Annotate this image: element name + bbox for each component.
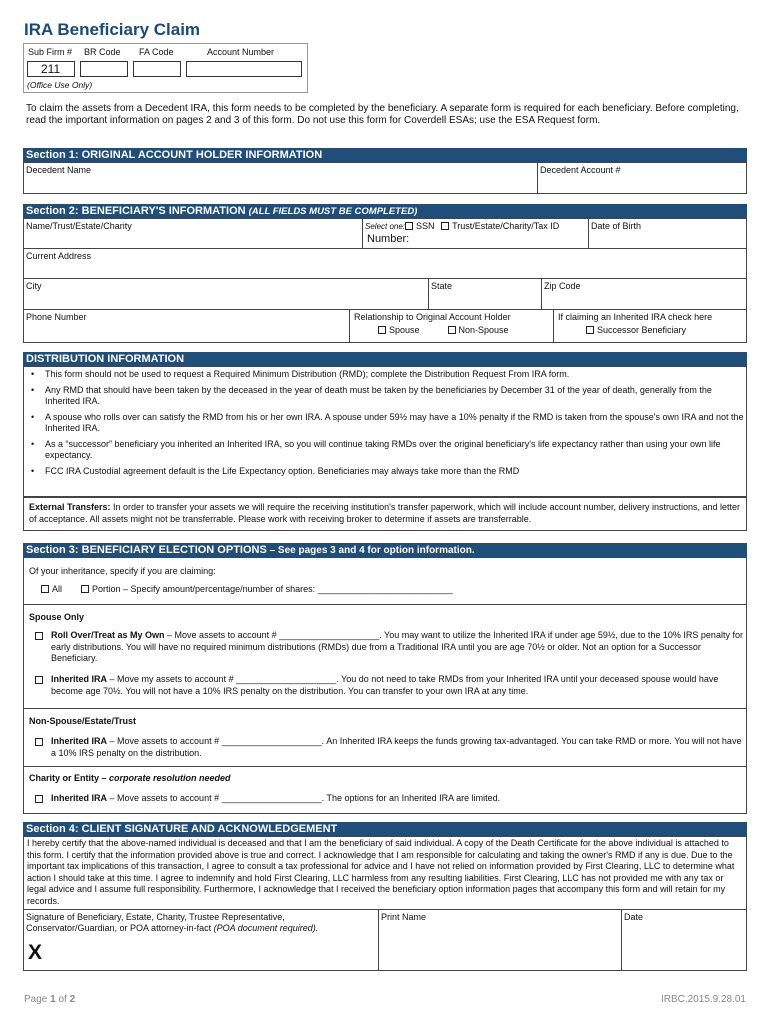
tax-id-field[interactable]	[362, 218, 589, 249]
zip-label: Zip Code	[544, 281, 581, 291]
inherited-nonspouse-checkbox[interactable]	[35, 738, 43, 746]
account-number-input[interactable]	[186, 61, 302, 77]
page-word: Page	[24, 994, 51, 1005]
inherited-spouse-option	[51, 674, 743, 697]
section2-title-note: (ALL FIELDS MUST BE COMPLETED)	[248, 206, 418, 217]
date-label: Date	[624, 912, 644, 922]
section2-title: Section 2: BENEFICIARY'S INFORMATION	[26, 205, 246, 217]
distribution-bullets	[23, 369, 747, 481]
external-transfers-text: In order to transfer your assets we will require the receiving institution's transfer paperwork, which will include account number, delivery instructions, and letter of acceptance. All assets might not be transferrable. Please work with receiving broker to determine if assets are transferrable.	[29, 502, 741, 524]
charity-note: – corporate resolution needed	[99, 773, 231, 783]
distribution-bullet: • FCC IRA Custodial agreement default is the Life Expectancy option. Beneficiaries may always take more than the RMD	[23, 466, 747, 478]
portion-checkbox[interactable]	[81, 585, 89, 593]
inherited-charity-text: – Move assets to account # ____________________. The options for an Inherited IRA are limited.	[107, 793, 501, 803]
sub-firm-label: Sub Firm #	[28, 47, 73, 57]
print-name-label: Print Name	[381, 912, 427, 922]
spouse-label: Spouse	[389, 325, 420, 335]
tax-id-checkbox[interactable]	[441, 222, 449, 230]
inherited-check-label: If claiming an Inherited IRA check here	[558, 312, 713, 322]
zip-field[interactable]	[541, 278, 747, 310]
all-checkbox[interactable]	[41, 585, 49, 593]
inherited-nonspouse-option	[51, 736, 746, 759]
date-field[interactable]	[621, 909, 747, 971]
inherited-spouse-checkbox[interactable]	[35, 676, 43, 684]
phone-field[interactable]	[23, 309, 350, 343]
of-inheritance-text: Of your inheritance, specify if you are claiming:	[29, 566, 216, 576]
city-field[interactable]	[23, 278, 429, 310]
section2-header	[23, 204, 747, 218]
sub-firm-input[interactable]: 211	[27, 61, 75, 77]
inherited-charity-option	[51, 793, 743, 805]
distribution-bullet: • As a “successor” beneficiary you inherited an Inherited IRA, so you will continue taking RMDs over the original beneficiary's life expectancy rather than using your own life expectancy.	[23, 439, 747, 462]
page-of: of	[55, 994, 70, 1005]
distribution-bullet: • This form should not be used to request a Required Minimum Distribution (RMD); complete the Distribution Request From IRA form.	[23, 369, 747, 381]
non-spouse-label: Non-Spouse	[458, 325, 509, 335]
br-code-input[interactable]	[80, 61, 128, 77]
dob-label: Date of Birth	[591, 221, 642, 231]
address-label: Current Address	[26, 251, 92, 261]
signature-label: Signature of Beneficiary, Estate, Charity, Trustee Representative, Conservator/Guardian, or POA attorney-in-fact	[26, 912, 285, 933]
city-label: City	[26, 281, 42, 291]
ssn-checkbox[interactable]	[405, 222, 413, 230]
page-indicator	[24, 994, 75, 1005]
inherited-check-field	[553, 309, 747, 343]
distribution-bullet: • Any RMD that should have been taken by the deceased in the year of death must be taken by the beneficiaries by December 31 of the year of death, generally from the Inherited IRA.	[23, 385, 747, 408]
rollover-option	[51, 630, 743, 665]
decedent-account-field[interactable]	[537, 162, 747, 194]
divider	[23, 708, 747, 709]
external-transfers-box	[23, 497, 747, 531]
non-spouse-checkbox[interactable]	[448, 326, 456, 334]
signature-x-mark: X	[28, 941, 43, 964]
distribution-bullet: • A spouse who rolls over can satisfy the RMD from his or her own IRA. A spouse under 59½ may have a 10% penalty if the RMD is taken from the spouse's own IRA and not the Inherited IRA.	[23, 412, 747, 435]
all-label: All	[52, 584, 63, 594]
state-label: State	[431, 281, 453, 291]
inherited-spouse-text: – Move my assets to account # ____________________. You do not need to take RMDs from your Inherited IRA until your deceased spouse would have become age 70½. You will not have a 10% IRS penalty on the distribution. You can transfer to your own IRA at any time.	[51, 674, 719, 696]
decedent-name-field[interactable]	[23, 162, 538, 194]
rollover-label: Roll Over/Treat as My Own	[51, 630, 165, 640]
beneficiary-name-label: Name/Trust/Estate/Charity	[26, 221, 132, 231]
office-use-note: (Office Use Only)	[27, 80, 93, 90]
intro-text: To claim the assets from a Decedent IRA, this form needs to be completed by the beneficiary. A separate form is required for each beneficiary. Before completing, read the important information on pages 2 and 3 of this form. Do not use this form for Coverdell ESAs; use the ESA Request form.	[26, 103, 739, 126]
inherited-charity-checkbox[interactable]	[35, 795, 43, 803]
signature-note: (POA document required).	[213, 923, 319, 933]
decedent-account-label: Decedent Account #	[540, 165, 621, 175]
section4-header: Section 4: CLIENT SIGNATURE AND ACKNOWLEDGEMENT	[23, 822, 747, 836]
charity-heading-line	[29, 773, 231, 785]
divider	[23, 604, 747, 605]
fa-code-label: FA Code	[139, 47, 174, 57]
inherited-nonspouse-label: Inherited IRA	[51, 736, 108, 746]
decedent-name-label: Decedent Name	[26, 165, 92, 175]
acknowledgement-text: I hereby certify that the above-named individual is deceased and that I am the beneficiary of said individual. A copy of the Death Certificate for the above individual is attached to this form. I certify that the information provided above is true and correct. I acknowledge that I am responsible for calculating and taking the owner's RMD if any is due. Due to the important tax implications of this transaction, I agree to consult a tax professional for advice and I have not relied on information provided by First Clearing, LLC to determine what action I should take at this time. I agree to indemnify and hold First Clearing, LLC harmless from any resulting liabilities. First Clearing, LLC has not provided me with any tax or legal advice and I assume full responsibility. Furthermore, I acknowledge that I received the beneficiary option information pages that accompany this form and will retain for my records.	[27, 838, 735, 906]
spouse-checkbox[interactable]	[378, 326, 386, 334]
section3-title: Section 3: BENEFICIARY ELECTION OPTIONS	[26, 544, 267, 556]
section3-title-note: – See pages 3 and 4 for option information.	[266, 545, 475, 556]
beneficiary-name-field[interactable]	[23, 218, 363, 249]
br-code-label: BR Code	[84, 47, 121, 57]
fa-code-input[interactable]	[133, 61, 181, 77]
relationship-field	[349, 309, 554, 343]
charity-heading: Charity or Entity	[29, 773, 100, 783]
page-title: IRA Beneficiary Claim	[24, 20, 201, 39]
distribution-header: DISTRIBUTION INFORMATION	[23, 352, 747, 366]
account-number-label: Account Number	[207, 47, 275, 57]
divider	[23, 766, 747, 767]
state-field[interactable]	[428, 278, 542, 310]
phone-label: Phone Number	[26, 312, 87, 322]
external-transfers-label: External Transfers:	[29, 502, 111, 512]
tax-id-label: Trust/Estate/Charity/Tax ID	[452, 221, 560, 231]
number-label: Number:	[367, 233, 410, 245]
successor-checkbox[interactable]	[586, 326, 594, 334]
inherited-charity-label: Inherited IRA	[51, 793, 108, 803]
inherited-spouse-label: Inherited IRA	[51, 674, 108, 684]
page-current: 1	[50, 994, 56, 1005]
ssn-label: SSN	[416, 221, 435, 231]
select-one-label: Select one:	[365, 222, 406, 231]
address-field[interactable]	[23, 248, 747, 279]
inherited-nonspouse-text: – Move assets to account # ____________________. An Inherited IRA keeps the funds growing tax-advantaged. You can take RMD or more. You will not have a 10% IRS penalty on the distribution.	[51, 736, 742, 758]
portion-label: Portion – Specify amount/percentage/number of shares: ___________________________	[92, 584, 453, 594]
nonspouse-heading: Non-Spouse/Estate/Trust	[29, 716, 137, 726]
rollover-checkbox[interactable]	[35, 632, 43, 640]
spouse-only-heading: Spouse Only	[29, 612, 85, 622]
form-code: IRBC.2015.9.28.01	[660, 994, 746, 1005]
dob-field[interactable]	[588, 218, 747, 249]
relationship-label: Relationship to Original Account Holder	[354, 312, 511, 322]
section3-header	[23, 543, 747, 557]
section1-header: Section 1: ORIGINAL ACCOUNT HOLDER INFORMATION	[23, 148, 747, 162]
successor-label: Successor Beneficiary	[597, 325, 687, 335]
print-name-field[interactable]	[378, 909, 622, 971]
page-total: 2	[69, 994, 76, 1005]
rollover-text: – Move assets to account # ____________________. You may want to utilize the Inherited IRA if under age 59½, due to the 10% IRS penalty for early distributions. You will have no required minimum distributions (RMDs) due from a Traditional IRA until you are age 70½ or older. Not an option for a Successor Beneficiary.	[51, 630, 743, 663]
signature-field[interactable]	[23, 909, 379, 971]
